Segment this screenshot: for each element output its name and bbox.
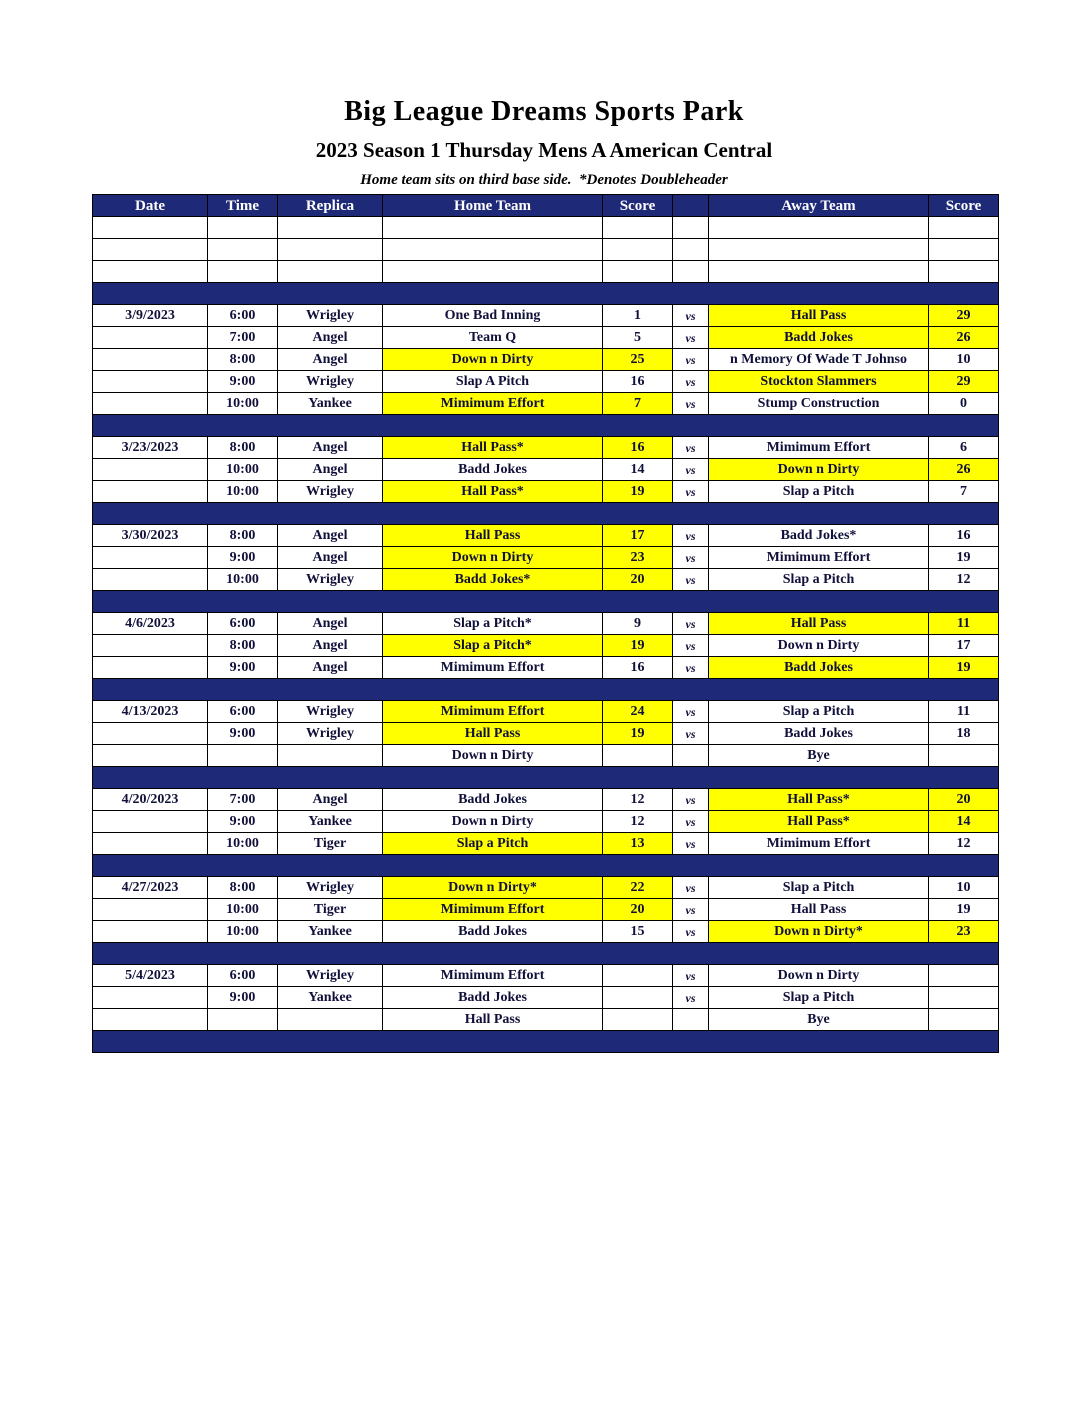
replica-cell [278, 261, 383, 283]
home-team-cell: Down n Dirty [383, 547, 603, 569]
away-team-cell: Slap a Pitch [709, 481, 929, 503]
away-team-cell: Down n Dirty [709, 965, 929, 987]
away-score-cell [929, 217, 999, 239]
date-cell: 4/27/2023 [93, 877, 208, 899]
home-team-cell [383, 261, 603, 283]
away-score-cell: 12 [929, 569, 999, 591]
home-team-cell: Down n Dirty [383, 349, 603, 371]
time-cell: 8:00 [208, 437, 278, 459]
separator-bar [93, 679, 999, 701]
home-score-cell [603, 745, 673, 767]
home-score-cell: 19 [603, 635, 673, 657]
away-score-cell: 19 [929, 547, 999, 569]
time-cell: 9:00 [208, 811, 278, 833]
time-cell: 8:00 [208, 349, 278, 371]
replica-cell: Wrigley [278, 723, 383, 745]
home-score-cell: 12 [603, 811, 673, 833]
replica-cell: Angel [278, 459, 383, 481]
separator-row [93, 679, 999, 701]
vs-cell: vs [673, 459, 709, 481]
game-row [93, 327, 999, 349]
home-team-cell [383, 239, 603, 261]
time-cell: 6:00 [208, 613, 278, 635]
time-cell: 7:00 [208, 327, 278, 349]
home-score-cell: 15 [603, 921, 673, 943]
home-team-cell: Hall Pass [383, 525, 603, 547]
home-score-cell: 20 [603, 569, 673, 591]
replica-cell [278, 239, 383, 261]
away-team-cell: Hall Pass* [709, 811, 929, 833]
away-score-cell: 17 [929, 635, 999, 657]
separator-bar [93, 767, 999, 789]
home-team-cell: Team Q [383, 327, 603, 349]
away-team-cell: Badd Jokes [709, 327, 929, 349]
home-score-cell: 16 [603, 657, 673, 679]
date-cell [93, 393, 208, 415]
away-score-cell: 19 [929, 899, 999, 921]
date-cell [93, 723, 208, 745]
time-cell: 9:00 [208, 987, 278, 1009]
home-score-cell [603, 217, 673, 239]
home-score-cell: 14 [603, 459, 673, 481]
time-cell: 8:00 [208, 525, 278, 547]
time-cell: 10:00 [208, 569, 278, 591]
time-cell [208, 217, 278, 239]
home-score-cell: 7 [603, 393, 673, 415]
replica-cell: Wrigley [278, 877, 383, 899]
empty-row [93, 261, 999, 283]
away-score-cell: 29 [929, 371, 999, 393]
header-home-score: Score [603, 195, 673, 217]
vs-cell [673, 261, 709, 283]
date-cell [93, 1009, 208, 1031]
away-team-cell: Stockton Slammers [709, 371, 929, 393]
vs-cell: vs [673, 965, 709, 987]
vs-cell [673, 745, 709, 767]
home-score-cell: 1 [603, 305, 673, 327]
vs-cell: vs [673, 635, 709, 657]
replica-cell: Wrigley [278, 371, 383, 393]
game-row [93, 305, 999, 327]
date-cell [93, 745, 208, 767]
away-team-cell: Down n Dirty [709, 459, 929, 481]
away-team-cell: n Memory Of Wade T Johnso [709, 349, 929, 371]
home-score-cell: 25 [603, 349, 673, 371]
away-team-cell: Badd Jokes* [709, 525, 929, 547]
replica-cell [278, 745, 383, 767]
home-team-cell: Badd Jokes [383, 921, 603, 943]
separator-row [93, 767, 999, 789]
away-team-cell: Hall Pass [709, 899, 929, 921]
separator-row [93, 591, 999, 613]
date-cell [93, 547, 208, 569]
date-cell [93, 987, 208, 1009]
date-cell [93, 635, 208, 657]
time-cell: 6:00 [208, 965, 278, 987]
away-score-cell [929, 745, 999, 767]
away-score-cell: 11 [929, 613, 999, 635]
home-team-cell: Hall Pass [383, 1009, 603, 1031]
vs-cell: vs [673, 371, 709, 393]
replica-cell: Yankee [278, 987, 383, 1009]
separator-bar [93, 1031, 999, 1053]
time-cell: 8:00 [208, 877, 278, 899]
separator-row [93, 283, 999, 305]
vs-cell [673, 239, 709, 261]
replica-cell: Angel [278, 349, 383, 371]
time-cell [208, 261, 278, 283]
away-team-cell: Down n Dirty* [709, 921, 929, 943]
vs-cell [673, 1009, 709, 1031]
away-team-cell [709, 217, 929, 239]
away-team-cell: Down n Dirty [709, 635, 929, 657]
header-away-team: Away Team [709, 195, 929, 217]
away-team-cell: Hall Pass [709, 613, 929, 635]
away-score-cell: 14 [929, 811, 999, 833]
away-score-cell: 10 [929, 349, 999, 371]
replica-cell: Angel [278, 437, 383, 459]
replica-cell: Angel [278, 789, 383, 811]
game-row [93, 1009, 999, 1031]
home-score-cell: 9 [603, 613, 673, 635]
home-team-cell: Badd Jokes [383, 789, 603, 811]
page-subtitle: 2023 Season 1 Thursday Mens A American Central [315, 138, 773, 162]
separator-row [93, 503, 999, 525]
home-score-cell [603, 987, 673, 1009]
away-score-cell [929, 965, 999, 987]
away-score-cell: 16 [929, 525, 999, 547]
away-team-cell: Bye [709, 1009, 929, 1031]
away-score-cell: 6 [929, 437, 999, 459]
schedule-table [92, 194, 999, 1053]
replica-cell: Yankee [278, 393, 383, 415]
game-row [93, 349, 999, 371]
away-score-cell: 20 [929, 789, 999, 811]
game-row [93, 547, 999, 569]
replica-cell: Angel [278, 525, 383, 547]
home-team-cell: Slap A Pitch [383, 371, 603, 393]
away-score-cell: 11 [929, 701, 999, 723]
home-team-cell: Slap a Pitch [383, 833, 603, 855]
away-team-cell: Hall Pass [709, 305, 929, 327]
replica-cell: Angel [278, 327, 383, 349]
vs-cell: vs [673, 547, 709, 569]
date-cell [93, 899, 208, 921]
away-score-cell: 0 [929, 393, 999, 415]
game-row [93, 371, 999, 393]
time-cell [208, 745, 278, 767]
separator-row [93, 415, 999, 437]
home-team-cell: Down n Dirty [383, 745, 603, 767]
separator-bar [93, 943, 999, 965]
home-score-cell [603, 1009, 673, 1031]
game-row [93, 459, 999, 481]
game-row [93, 965, 999, 987]
home-team-cell: Mimimum Effort [383, 701, 603, 723]
date-cell [93, 459, 208, 481]
home-team-cell: Mimimum Effort [383, 899, 603, 921]
date-cell: 5/4/2023 [93, 965, 208, 987]
away-score-cell: 19 [929, 657, 999, 679]
time-cell: 9:00 [208, 371, 278, 393]
date-cell: 4/6/2023 [93, 613, 208, 635]
game-row [93, 921, 999, 943]
separator-row [93, 855, 999, 877]
away-team-cell: Badd Jokes [709, 723, 929, 745]
date-cell [93, 261, 208, 283]
away-team-cell: Slap a Pitch [709, 701, 929, 723]
vs-cell: vs [673, 789, 709, 811]
page-title: Big League Dreams Sports Park [344, 96, 744, 127]
separator-bar [93, 283, 999, 305]
game-row [93, 525, 999, 547]
game-row [93, 833, 999, 855]
away-team-cell: Stump Construction [709, 393, 929, 415]
time-cell: 6:00 [208, 305, 278, 327]
away-score-cell [929, 987, 999, 1009]
replica-cell [278, 1009, 383, 1031]
away-score-cell: 26 [929, 327, 999, 349]
time-cell: 7:00 [208, 789, 278, 811]
vs-cell: vs [673, 833, 709, 855]
time-cell: 9:00 [208, 723, 278, 745]
game-row [93, 613, 999, 635]
date-cell [93, 327, 208, 349]
replica-cell: Wrigley [278, 305, 383, 327]
game-row [93, 569, 999, 591]
game-row [93, 877, 999, 899]
home-team-cell: Mimimum Effort [383, 393, 603, 415]
separator-bar [93, 503, 999, 525]
away-team-cell: Hall Pass* [709, 789, 929, 811]
date-cell: 4/20/2023 [93, 789, 208, 811]
away-team-cell [709, 239, 929, 261]
separator-bar [93, 415, 999, 437]
replica-cell: Angel [278, 613, 383, 635]
time-cell [208, 239, 278, 261]
separator-row [93, 1031, 999, 1053]
vs-cell: vs [673, 327, 709, 349]
home-team-cell: Slap a Pitch* [383, 635, 603, 657]
separator-bar [93, 591, 999, 613]
date-cell: 3/30/2023 [93, 525, 208, 547]
date-cell: 4/13/2023 [93, 701, 208, 723]
away-score-cell [929, 261, 999, 283]
time-cell: 6:00 [208, 701, 278, 723]
away-team-cell: Bye [709, 745, 929, 767]
game-row [93, 899, 999, 921]
vs-cell: vs [673, 723, 709, 745]
away-score-cell [929, 1009, 999, 1031]
away-team-cell: Mimimum Effort [709, 437, 929, 459]
home-team-cell: Mimimum Effort [383, 965, 603, 987]
vs-cell: vs [673, 569, 709, 591]
replica-cell: Tiger [278, 833, 383, 855]
header-row [93, 195, 999, 217]
vs-cell [673, 217, 709, 239]
date-cell [93, 657, 208, 679]
home-score-cell: 13 [603, 833, 673, 855]
replica-cell: Yankee [278, 921, 383, 943]
replica-cell [278, 217, 383, 239]
game-row [93, 481, 999, 503]
time-cell: 10:00 [208, 459, 278, 481]
date-cell: 3/23/2023 [93, 437, 208, 459]
home-score-cell: 12 [603, 789, 673, 811]
vs-cell: vs [673, 525, 709, 547]
vs-cell: vs [673, 899, 709, 921]
replica-cell: Wrigley [278, 481, 383, 503]
home-team-cell: Hall Pass [383, 723, 603, 745]
home-score-cell: 19 [603, 723, 673, 745]
home-score-cell: 24 [603, 701, 673, 723]
time-cell: 10:00 [208, 899, 278, 921]
vs-cell: vs [673, 811, 709, 833]
replica-cell: Wrigley [278, 701, 383, 723]
replica-cell: Wrigley [278, 965, 383, 987]
date-cell [93, 481, 208, 503]
home-team-cell: Down n Dirty [383, 811, 603, 833]
vs-cell: vs [673, 437, 709, 459]
date-cell: 3/9/2023 [93, 305, 208, 327]
home-team-cell: Badd Jokes* [383, 569, 603, 591]
home-score-cell: 20 [603, 899, 673, 921]
home-score-cell [603, 261, 673, 283]
game-row [93, 635, 999, 657]
vs-cell: vs [673, 921, 709, 943]
home-score-cell: 16 [603, 437, 673, 459]
home-team-cell: One Bad Inning [383, 305, 603, 327]
away-score-cell: 10 [929, 877, 999, 899]
away-score-cell: 26 [929, 459, 999, 481]
time-cell: 10:00 [208, 833, 278, 855]
header-vs [673, 195, 709, 217]
separator-row [93, 943, 999, 965]
game-row [93, 987, 999, 1009]
replica-cell: Angel [278, 547, 383, 569]
game-row [93, 701, 999, 723]
home-team-cell: Hall Pass* [383, 481, 603, 503]
time-cell: 10:00 [208, 921, 278, 943]
game-row [93, 437, 999, 459]
game-row [93, 811, 999, 833]
away-score-cell: 7 [929, 481, 999, 503]
time-cell: 10:00 [208, 393, 278, 415]
home-score-cell: 23 [603, 547, 673, 569]
separator-bar [93, 855, 999, 877]
header-replica: Replica [278, 195, 383, 217]
date-cell [93, 239, 208, 261]
vs-cell: vs [673, 877, 709, 899]
away-score-cell [929, 239, 999, 261]
home-team-cell: Badd Jokes [383, 459, 603, 481]
date-cell [93, 833, 208, 855]
away-team-cell: Slap a Pitch [709, 877, 929, 899]
date-cell [93, 349, 208, 371]
game-row [93, 745, 999, 767]
home-score-cell [603, 965, 673, 987]
away-team-cell: Mimimum Effort [709, 833, 929, 855]
away-score-cell: 23 [929, 921, 999, 943]
vs-cell: vs [673, 701, 709, 723]
home-team-cell: Slap a Pitch* [383, 613, 603, 635]
home-team-cell [383, 217, 603, 239]
away-score-cell: 29 [929, 305, 999, 327]
vs-cell: vs [673, 613, 709, 635]
home-team-cell: Down n Dirty* [383, 877, 603, 899]
away-team-cell: Slap a Pitch [709, 569, 929, 591]
vs-cell: vs [673, 481, 709, 503]
game-row [93, 723, 999, 745]
empty-row [93, 239, 999, 261]
vs-cell: vs [673, 349, 709, 371]
schedule-body [93, 217, 999, 1053]
time-cell: 10:00 [208, 481, 278, 503]
vs-cell: vs [673, 305, 709, 327]
home-team-cell: Mimimum Effort [383, 657, 603, 679]
header-time: Time [208, 195, 278, 217]
time-cell [208, 1009, 278, 1031]
away-team-cell: Badd Jokes [709, 657, 929, 679]
away-score-cell: 12 [929, 833, 999, 855]
game-row [93, 789, 999, 811]
empty-row [93, 217, 999, 239]
away-team-cell: Mimimum Effort [709, 547, 929, 569]
date-cell [93, 569, 208, 591]
replica-cell: Wrigley [278, 569, 383, 591]
header-date: Date [93, 195, 208, 217]
home-score-cell [603, 239, 673, 261]
time-cell: 9:00 [208, 657, 278, 679]
replica-cell: Yankee [278, 811, 383, 833]
home-team-cell: Badd Jokes [383, 987, 603, 1009]
time-cell: 9:00 [208, 547, 278, 569]
header-home-team: Home Team [383, 195, 603, 217]
home-score-cell: 5 [603, 327, 673, 349]
away-team-cell [709, 261, 929, 283]
home-score-cell: 19 [603, 481, 673, 503]
vs-cell: vs [673, 393, 709, 415]
date-cell [93, 371, 208, 393]
away-score-cell: 18 [929, 723, 999, 745]
game-row [93, 393, 999, 415]
date-cell [93, 217, 208, 239]
home-score-cell: 17 [603, 525, 673, 547]
vs-cell: vs [673, 987, 709, 1009]
time-cell: 8:00 [208, 635, 278, 657]
header-away-score: Score [929, 195, 999, 217]
replica-cell: Angel [278, 635, 383, 657]
home-score-cell: 22 [603, 877, 673, 899]
game-row [93, 657, 999, 679]
date-cell [93, 811, 208, 833]
replica-cell: Angel [278, 657, 383, 679]
vs-cell: vs [673, 657, 709, 679]
away-team-cell: Slap a Pitch [709, 987, 929, 1009]
date-cell [93, 921, 208, 943]
replica-cell: Tiger [278, 899, 383, 921]
home-team-cell: Hall Pass* [383, 437, 603, 459]
home-score-cell: 16 [603, 371, 673, 393]
page-note: Home team sits on third base side. *Denotes Doubleheader [360, 172, 728, 188]
